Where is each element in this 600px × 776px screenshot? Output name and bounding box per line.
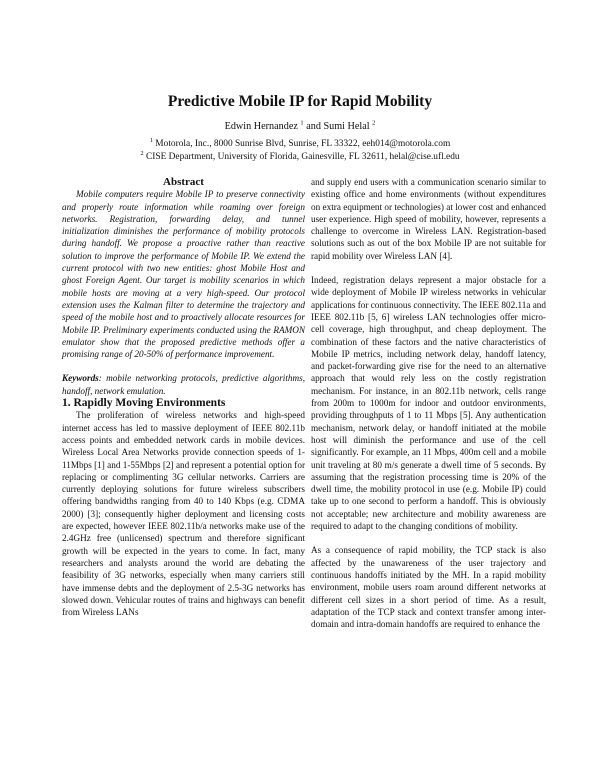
paper-title: Predictive Mobile IP for Rapid Mobility [167, 93, 433, 110]
author-superscript: 2 [372, 119, 376, 127]
affiliation-text: CISE Department, University of Florida, Gainesville, FL 32611, helal@cise.ufl.edu [145, 152, 460, 162]
author-line [0, 121, 600, 132]
affiliation-superscript: 2 [140, 149, 144, 157]
abstract-text: Mobile computers require Mobile IP to preserve connectivity and properly route information while roaming over foreign networks. Registration, forwarding delay, and tunnel initialization diminishes the performance of mobility protocols during handoff. We propose a proactive rather than reactive solution to improve the performance of Mobile IP. We extend the current protocol with two new entities: ghost Mobile Host and ghost Foreign Agent. Our target is mobility scenarios in which mobile hosts are moving at a very high-speed. Our protocol extension uses the Kalman filter to determine the trajectory and speed of the mobile host and to proactively allocate resources for Mobile IP. Preliminary experiments conducted using the RAMON emulator show that the proposed predictive methods offer a promising range of 20-50% of performance improvement. [62, 189, 305, 360]
author-superscript: 1 [300, 119, 304, 127]
author-conjunction: and [306, 121, 321, 132]
section-heading: 1. Rapidly Moving Environments [62, 397, 226, 410]
body-paragraph: and supply end users with a communication scenario similar to existing office and home environments (without expenditures on extra equipment or technologies) at lower cost and enhanced user experience. High speed of mobility, however, represents a challenge to overcome in Wireless LAN. Registration-based solutions such as out of the box Mobile IP are not suitable for rapid mobility over Wireless LAN [4]. [311, 177, 546, 261]
right-column [311, 176, 546, 630]
keywords-text: : mobile networking protocols, predictive algorithms, handoff, network emulation. [62, 373, 305, 396]
body-paragraph: The proliferation of wireless networks and high-speed internet access has led to massive deployment of IEEE 802.11b access points and embedded network cards in mobile devices. Wireless Local Area Networks provide connection speeds of 1-11Mbps [1] and 1-55Mbps [2] and represent a potential option for replacing or complimenting 3G cellular networks. Carriers are currently deploying solutions for future wireless subscribers offering bandwidths ranging from 40 to 140 Kbps (e.g. CDMA 2000) [3]; consequently higher deployment and licensing costs are expected, however IEEE 802.11b/a networks make use of the 2.4GHz free (unlicensed) spectrum and therefore significant growth will be expected in the years to come. In fact, many researchers and analysts around the world are debating the feasibility of 3G networks, especially when many carriers still have immense debts and the deployment of 2.5-3G networks has slowed down. Vehicular routes of trains and highways can benefit from Wireless LANs [62, 410, 305, 618]
body-paragraph: As a consequence of rapid mobility, the TCP stack is also affected by the unawareness of the user trajectory and continuous handoffs initiated by the MH. In a rapid mobility environment, mobile users roam around different networks at different cell sizes in a short period of time. As a result, adaptation of the TCP stack and context transfer among inter-domain and intra-domain handoffs are required to enhance the [311, 545, 546, 630]
body-paragraph: Indeed, registration delays represent a major obstacle for a wide deployment of Mobile IP wireless networks in vehicular applications for continuous connectivity. The IEEE 802.11a and IEEE 802.11b [5, 6] wireless LAN technologies offer micro-cell coverage, high throughput, and cheap deployment. The combination of these factors and the native characteristics of Mobile IP metrics, including network delay, handoff latency, and packet-forwarding give rise for the need to an alternative approach that would rely less on the costly registration mechanism. For instance, in an 802.11b network, cells range from 200m to 1000m for indoor and outdoor environments, providing throughputs of 1 to 11 Mbps [5]. Any authentication mechanism, network delay, or handoff initiated at the mobile host will diminish the performance and use of the cell significantly. For example, an 11 Mbps, 400m cell and a mobile unit traveling at 80 m/s generate a dwell time of 5 seconds. By assuming that the registration processing time is 20% of the dwell time, the mobility protocol in use (e.g. Mobile IP) could take up to one second to perform a handoff. This is obviously not acceptable; new architecture and mobility awareness are required to adapt to the changing conditions of mobility. [311, 275, 546, 532]
affiliation-superscript: 1 [149, 136, 153, 144]
abstract-heading: Abstract [163, 176, 204, 188]
author-name: Sumi Helal [323, 121, 370, 132]
keywords [62, 372, 305, 397]
keywords-label: Keywords [62, 373, 99, 384]
author-name: Edwin Hernandez [224, 121, 298, 132]
affiliation-text: Motorola, Inc., 8000 Sunrise Blvd, Sunrise, FL 33322, eeh014@motorola.com [155, 139, 451, 149]
affiliation [0, 136, 600, 149]
affiliation [0, 149, 600, 162]
left-column [62, 176, 305, 618]
